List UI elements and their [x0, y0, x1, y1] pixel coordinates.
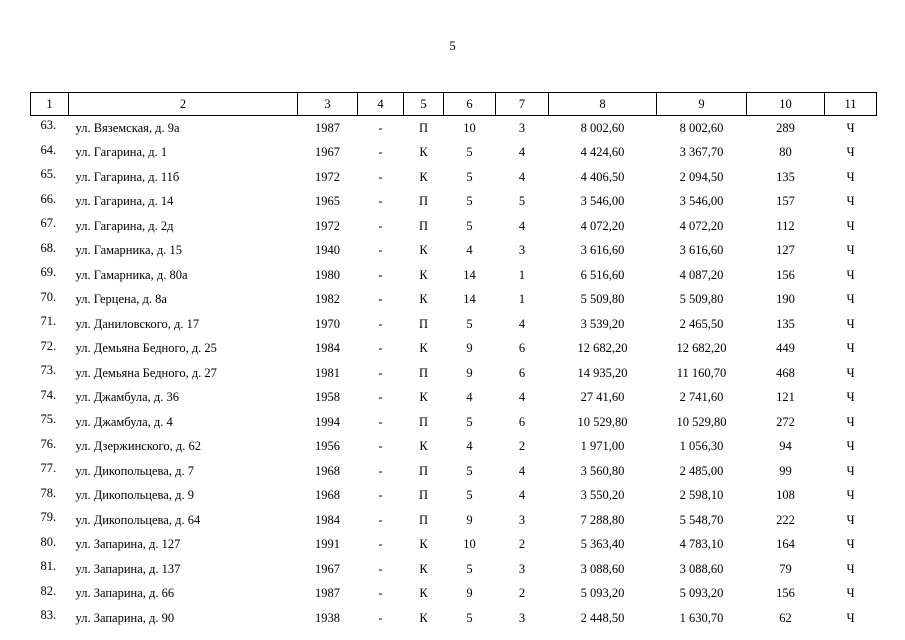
- living-area-cell: 1 056,30: [679, 439, 724, 454]
- total-area-cell: 4 072,20: [580, 218, 625, 233]
- wall-material-cell: К: [419, 561, 428, 576]
- wall-material-cell: П: [418, 218, 429, 233]
- category-cell: Ч: [846, 145, 855, 160]
- entrances-cell: 1: [518, 267, 526, 282]
- wall-material-cell: П: [418, 316, 429, 331]
- header-row: [31, 93, 877, 116]
- entrances-cell: 5: [518, 194, 526, 209]
- year-built-cell: 1972: [315, 218, 340, 233]
- wall-material-cell: К: [419, 610, 428, 625]
- row-number-cell: 82.: [40, 583, 57, 598]
- year-built-cell: 1987: [315, 120, 340, 135]
- col-4-cell: -: [378, 561, 383, 576]
- residents-cell: 121: [776, 390, 795, 405]
- row-number-cell: 73.: [40, 363, 57, 377]
- address-cell: ул. Гагарина, д. 14: [75, 194, 174, 209]
- column-header-3: 3: [298, 93, 358, 116]
- page-number: 5: [449, 38, 456, 53]
- year-built-cell: 1994: [315, 414, 340, 429]
- wall-material-cell: П: [418, 365, 429, 380]
- address-cell: ул. Дикопольцева, д. 7: [75, 463, 194, 478]
- living-area-cell: 3 367,70: [679, 145, 724, 160]
- total-area-cell: 5 363,40: [580, 537, 625, 552]
- floors-cell: 4: [466, 243, 473, 258]
- row-number-cell: 72.: [40, 338, 57, 353]
- floors-cell: 5: [466, 488, 473, 503]
- year-built-cell: 1984: [315, 341, 340, 356]
- row-number-cell: 77.: [40, 461, 57, 475]
- floors-cell: 9: [466, 341, 473, 356]
- entrances-cell: 4: [518, 316, 526, 331]
- year-built-cell: 1940: [315, 243, 340, 258]
- wall-material-cell: К: [419, 292, 428, 307]
- total-area-cell: 3 616,60: [580, 243, 625, 258]
- column-header-11: 11: [825, 93, 877, 116]
- col-4-cell: -: [378, 292, 383, 307]
- address-cell: ул. Дзержинского, д. 62: [75, 439, 201, 454]
- entrances-cell: 6: [518, 341, 526, 356]
- wall-material-cell: П: [418, 488, 429, 503]
- floors-cell: 5: [466, 218, 473, 233]
- residents-cell: 127: [776, 243, 795, 258]
- address-cell: ул. Джамбула, д. 36: [75, 390, 180, 405]
- table-row: [31, 386, 877, 411]
- total-area-cell: 4 406,50: [580, 169, 625, 184]
- category-cell: Ч: [846, 463, 855, 478]
- living-area-cell: 3 088,60: [679, 561, 724, 576]
- col-4-cell: -: [378, 414, 383, 429]
- row-number-cell: 79.: [40, 510, 57, 524]
- residents-cell: 62: [779, 610, 792, 625]
- residents-cell: 94: [779, 439, 792, 454]
- col-4-cell: -: [378, 463, 383, 478]
- living-area-cell: 3 546,00: [679, 194, 724, 209]
- total-area-cell: 3 560,80: [580, 463, 625, 478]
- year-built-cell: 1938: [315, 610, 340, 625]
- entrances-cell: 4: [518, 169, 526, 184]
- wall-material-cell: К: [419, 243, 428, 258]
- wall-material-cell: К: [419, 169, 428, 184]
- address-cell: ул. Запарина, д. 66: [75, 586, 175, 601]
- residents-cell: 449: [776, 341, 795, 356]
- total-area-cell: 5 509,80: [580, 292, 625, 307]
- living-area-cell: 4 072,20: [679, 218, 724, 233]
- total-area-cell: 3 546,00: [580, 194, 625, 209]
- residents-cell: 108: [776, 488, 795, 503]
- category-cell: Ч: [846, 610, 855, 625]
- residents-cell: 272: [776, 414, 795, 429]
- table-row: [31, 165, 877, 190]
- table-row: [31, 116, 877, 141]
- category-cell: Ч: [846, 537, 855, 552]
- living-area-cell: 3 616,60: [679, 243, 724, 258]
- wall-material-cell: К: [419, 341, 428, 356]
- address-cell: ул. Гагарина, д. 11б: [75, 169, 180, 184]
- entrances-cell: 3: [518, 512, 526, 527]
- total-area-cell: 12 682,20: [577, 341, 628, 356]
- row-number-cell: 68.: [40, 240, 57, 255]
- wall-material-cell: К: [419, 586, 428, 601]
- living-area-cell: 2 094,50: [679, 169, 724, 184]
- table-row: [31, 263, 877, 288]
- table-row: [31, 214, 877, 239]
- year-built-cell: 1967: [315, 561, 340, 576]
- col-4-cell: -: [378, 145, 383, 160]
- category-cell: Ч: [846, 365, 855, 380]
- floors-cell: 10: [463, 537, 476, 552]
- category-cell: Ч: [846, 488, 855, 503]
- entrances-cell: 4: [518, 463, 526, 478]
- col-4-cell: -: [378, 537, 383, 552]
- col-4-cell: -: [378, 120, 383, 135]
- entrances-cell: 4: [518, 145, 526, 160]
- total-area-cell: 14 935,20: [577, 365, 628, 380]
- row-number-cell: 66.: [40, 191, 57, 206]
- total-area-cell: 10 529,80: [577, 414, 628, 429]
- table-row: [31, 288, 877, 313]
- floors-cell: 5: [466, 610, 473, 625]
- table-row: [31, 141, 877, 166]
- living-area-cell: 5 548,70: [679, 512, 724, 527]
- address-cell: ул. Запарина, д. 127: [75, 537, 181, 552]
- residents-cell: 157: [776, 194, 795, 209]
- entrances-cell: 2: [518, 537, 526, 552]
- table-row: [31, 190, 877, 215]
- wall-material-cell: К: [419, 145, 428, 160]
- column-header-7: 7: [496, 93, 549, 116]
- residents-cell: 99: [779, 463, 792, 478]
- floors-cell: 5: [466, 169, 473, 184]
- floors-cell: 5: [466, 463, 473, 478]
- col-4-cell: -: [378, 243, 383, 258]
- living-area-cell: 4 783,10: [679, 537, 724, 552]
- entrances-cell: 2: [518, 439, 526, 454]
- year-built-cell: 1967: [315, 145, 340, 160]
- residents-cell: 80: [779, 145, 792, 160]
- wall-material-cell: П: [418, 120, 429, 135]
- residents-cell: 156: [776, 586, 795, 601]
- wall-material-cell: К: [419, 267, 428, 282]
- col-4-cell: -: [378, 267, 383, 282]
- floors-cell: 14: [463, 267, 476, 282]
- table-row: [31, 361, 877, 386]
- living-area-cell: 4 087,20: [679, 267, 724, 282]
- floors-cell: 9: [466, 586, 473, 601]
- table-row: [31, 606, 877, 631]
- col-4-cell: -: [378, 439, 383, 454]
- residents-cell: 190: [776, 292, 795, 307]
- year-built-cell: 1956: [315, 439, 340, 454]
- column-header-10: 10: [747, 93, 825, 116]
- row-number-cell: 78.: [40, 485, 57, 500]
- category-cell: Ч: [846, 561, 855, 576]
- row-number-cell: 70.: [40, 289, 57, 304]
- category-cell: Ч: [846, 390, 855, 405]
- category-cell: Ч: [846, 414, 855, 429]
- column-header-1: 1: [31, 93, 69, 116]
- total-area-cell: 27 41,60: [580, 390, 625, 405]
- total-area-cell: 3 550,20: [580, 488, 625, 503]
- col-4-cell: -: [378, 194, 383, 209]
- floors-cell: 14: [463, 292, 476, 307]
- floors-cell: 5: [466, 316, 473, 331]
- table-row: [31, 484, 877, 509]
- address-cell: ул. Демьяна Бедного, д. 25: [75, 341, 217, 356]
- wall-material-cell: К: [419, 439, 428, 454]
- table-row: [31, 508, 877, 533]
- floors-cell: 4: [466, 439, 473, 454]
- table-row: [31, 435, 877, 460]
- row-number-cell: 83.: [40, 608, 57, 622]
- col-4-cell: -: [378, 218, 383, 233]
- row-number-cell: 80.: [40, 534, 57, 549]
- living-area-cell: 1 630,70: [679, 610, 724, 625]
- total-area-cell: 1 971,00: [580, 439, 625, 454]
- year-built-cell: 1972: [315, 169, 340, 184]
- year-built-cell: 1965: [315, 194, 340, 209]
- address-cell: ул. Гагарина, д. 1: [75, 145, 168, 160]
- col-4-cell: -: [378, 341, 383, 356]
- address-cell: ул. Запарина, д. 90: [75, 610, 175, 625]
- column-header-6: 6: [444, 93, 496, 116]
- residents-cell: 112: [776, 218, 795, 233]
- column-header-9: 9: [657, 93, 747, 116]
- category-cell: Ч: [846, 439, 855, 454]
- entrances-cell: 3: [518, 561, 526, 576]
- total-area-cell: 2 448,50: [580, 610, 625, 625]
- column-header-5: 5: [404, 93, 444, 116]
- table-body: [31, 116, 877, 631]
- table-row: [31, 557, 877, 582]
- floors-cell: 9: [466, 512, 473, 527]
- floors-cell: 5: [466, 145, 473, 160]
- total-area-cell: 3 539,20: [580, 316, 625, 331]
- category-cell: Ч: [846, 218, 855, 233]
- wall-material-cell: К: [419, 537, 428, 552]
- floors-cell: 10: [463, 120, 476, 135]
- table-row: [31, 459, 877, 484]
- wall-material-cell: П: [418, 194, 429, 209]
- col-4-cell: -: [378, 586, 383, 601]
- entrances-cell: 3: [518, 610, 526, 625]
- col-4-cell: -: [378, 316, 383, 331]
- total-area-cell: 4 424,60: [580, 145, 625, 160]
- total-area-cell: 5 093,20: [580, 586, 625, 601]
- residents-cell: 222: [776, 512, 795, 527]
- living-area-cell: 5 093,20: [679, 586, 724, 601]
- address-cell: ул. Гагарина, д. 2д: [75, 218, 174, 233]
- floors-cell: 5: [466, 414, 473, 429]
- address-cell: ул. Даниловского, д. 17: [75, 316, 200, 331]
- living-area-cell: 2 485,00: [679, 463, 724, 478]
- living-area-cell: 11 160,70: [676, 365, 727, 380]
- housing-registry-table: [30, 92, 877, 631]
- row-number-cell: 63.: [40, 118, 57, 132]
- col-4-cell: -: [378, 488, 383, 503]
- residents-cell: 164: [776, 537, 795, 552]
- living-area-cell: 8 002,60: [679, 120, 724, 135]
- category-cell: Ч: [846, 267, 855, 282]
- address-cell: ул. Гамарника, д. 80а: [75, 267, 188, 282]
- category-cell: Ч: [846, 120, 855, 135]
- col-4-cell: -: [378, 610, 383, 625]
- address-cell: ул. Гамарника, д. 15: [75, 243, 182, 258]
- category-cell: Ч: [846, 512, 855, 527]
- row-number-cell: 76.: [40, 436, 57, 451]
- residents-cell: 289: [776, 120, 795, 135]
- entrances-cell: 4: [518, 488, 526, 503]
- row-number-cell: 69.: [40, 265, 57, 279]
- col-4-cell: -: [378, 390, 383, 405]
- living-area-cell: 10 529,80: [676, 414, 727, 429]
- row-number-cell: 81.: [40, 559, 57, 573]
- address-cell: ул. Демьяна Бедного, д. 27: [75, 365, 217, 380]
- entrances-cell: 3: [518, 243, 526, 258]
- address-cell: ул. Джамбула, д. 4: [75, 414, 173, 429]
- total-area-cell: 8 002,60: [580, 120, 625, 135]
- wall-material-cell: П: [418, 414, 429, 429]
- year-built-cell: 1968: [315, 488, 340, 503]
- total-area-cell: 3 088,60: [580, 561, 625, 576]
- entrances-cell: 4: [518, 390, 526, 405]
- wall-material-cell: П: [418, 512, 429, 527]
- row-number-cell: 75.: [40, 412, 57, 426]
- year-built-cell: 1958: [315, 390, 340, 405]
- column-header-8: 8: [549, 93, 657, 116]
- year-built-cell: 1981: [315, 365, 340, 380]
- category-cell: Ч: [846, 316, 855, 331]
- living-area-cell: 2 598,10: [679, 488, 724, 503]
- table-row: [31, 239, 877, 264]
- address-cell: ул. Дикопольцева, д. 9: [75, 488, 194, 503]
- table-row: [31, 582, 877, 607]
- address-cell: ул. Дикопольцева, д. 64: [75, 512, 201, 527]
- residents-cell: 135: [776, 169, 795, 184]
- entrances-cell: 1: [518, 292, 526, 307]
- category-cell: Ч: [846, 243, 855, 258]
- total-area-cell: 7 288,80: [580, 512, 625, 527]
- floors-cell: 5: [466, 561, 473, 576]
- year-built-cell: 1991: [315, 537, 340, 552]
- column-header-2: 2: [69, 93, 298, 116]
- col-4-cell: -: [378, 169, 383, 184]
- year-built-cell: 1968: [315, 463, 340, 478]
- year-built-cell: 1984: [315, 512, 340, 527]
- table-row: [31, 312, 877, 337]
- table-row: [31, 337, 877, 362]
- residents-cell: 156: [776, 267, 795, 282]
- category-cell: Ч: [846, 194, 855, 209]
- total-area-cell: 6 516,60: [580, 267, 625, 282]
- living-area-cell: 2 741,60: [679, 390, 724, 405]
- row-number-cell: 65.: [40, 167, 57, 181]
- row-number-cell: 71.: [40, 314, 57, 328]
- column-header-4: 4: [358, 93, 404, 116]
- entrances-cell: 6: [518, 365, 526, 380]
- row-number-cell: 64.: [40, 142, 57, 157]
- year-built-cell: 1980: [315, 267, 340, 282]
- table-row: [31, 533, 877, 558]
- residents-cell: 468: [776, 365, 795, 380]
- category-cell: Ч: [846, 292, 855, 307]
- wall-material-cell: П: [418, 463, 429, 478]
- row-number-cell: 67.: [40, 216, 57, 230]
- residents-cell: 79: [779, 561, 792, 576]
- address-cell: ул. Герцена, д. 8а: [75, 292, 167, 307]
- living-area-cell: 12 682,20: [676, 341, 727, 356]
- row-number-cell: 74.: [40, 387, 57, 402]
- living-area-cell: 2 465,50: [679, 316, 724, 331]
- col-4-cell: -: [378, 512, 383, 527]
- category-cell: Ч: [846, 586, 855, 601]
- year-built-cell: 1982: [315, 292, 340, 307]
- year-built-cell: 1987: [315, 586, 340, 601]
- table-row: [31, 410, 877, 435]
- living-area-cell: 5 509,80: [679, 292, 724, 307]
- col-4-cell: -: [378, 365, 383, 380]
- residents-cell: 135: [776, 316, 795, 331]
- entrances-cell: 3: [518, 120, 526, 135]
- address-cell: ул. Запарина, д. 137: [75, 561, 181, 576]
- floors-cell: 5: [466, 194, 473, 209]
- floors-cell: 9: [466, 365, 473, 380]
- entrances-cell: 4: [518, 218, 526, 233]
- category-cell: Ч: [846, 341, 855, 356]
- category-cell: Ч: [846, 169, 855, 184]
- floors-cell: 4: [466, 390, 473, 405]
- wall-material-cell: К: [419, 390, 428, 405]
- entrances-cell: 2: [518, 586, 526, 601]
- entrances-cell: 6: [518, 414, 526, 429]
- year-built-cell: 1970: [315, 316, 340, 331]
- address-cell: ул. Вяземская, д. 9а: [75, 120, 180, 135]
